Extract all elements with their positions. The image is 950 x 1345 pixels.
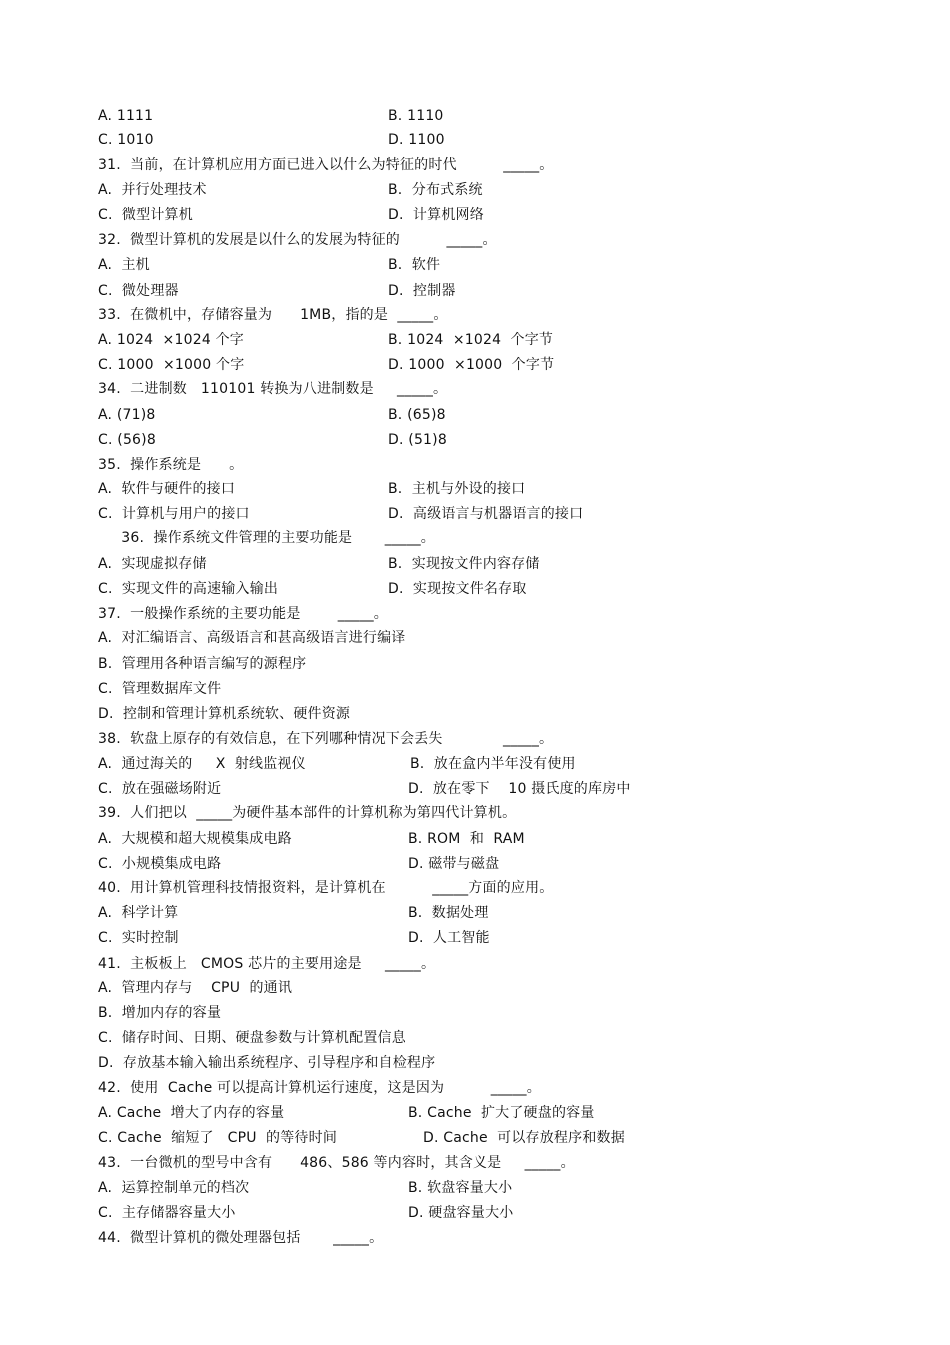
- text-line: D. 控制和管理计算机系统软、硬件资源: [98, 706, 351, 722]
- option-right: D. (51)8: [388, 432, 447, 448]
- text-line: 38. 软盘上原存的有效信息，在下列哪种情况下会丢失 _____。: [98, 731, 554, 747]
- option-right: B. (65)8: [388, 407, 446, 423]
- option-left: C. 放在强磁场附近: [98, 781, 222, 797]
- option-right: D. 控制器: [388, 283, 456, 299]
- text-line: 39. 人们把以 _____为硬件基本部件的计算机称为第四代计算机。: [98, 805, 517, 821]
- text-line: 35. 操作系统是 。: [98, 457, 244, 473]
- option-right: B. 分布式系统: [388, 182, 483, 198]
- option-left: C. 微处理器: [98, 283, 179, 299]
- text-line: 40. 用计算机管理科技情报资料，是计算机在 _____方面的应用。: [98, 880, 554, 896]
- option-left: A. 通过海关的 X 射线监视仪: [98, 756, 306, 772]
- option-right: B. 实现按文件内容存储: [388, 556, 540, 572]
- option-right: D. 放在零下 10 摄氏度的库房中: [408, 781, 631, 797]
- option-right: D. 1000 ×1000 个字节: [388, 357, 555, 373]
- option-left: C. 1000 ×1000 个字: [98, 357, 245, 373]
- option-right: D. 实现按文件名存取: [388, 581, 527, 597]
- option-left: C. 实现文件的高速输入输出: [98, 581, 279, 597]
- text-line: A. 对汇编语言、高级语言和甚高级语言进行编译: [98, 630, 406, 646]
- option-left: C. Cache 缩短了 CPU 的等待时间: [98, 1130, 338, 1146]
- text-line: D. 存放基本输入输出系统程序、引导程序和自检程序: [98, 1055, 436, 1071]
- text-line: 31. 当前，在计算机应用方面已进入以什么为特征的时代 _____。: [98, 157, 554, 173]
- text-line: 36. 操作系统文件管理的主要功能是 _____。: [98, 530, 435, 546]
- text-line: 37. 一般操作系统的主要功能是 _____。: [98, 606, 388, 622]
- option-right: D. 硬盘容量大小: [408, 1205, 514, 1221]
- option-left: C. 计算机与用户的接口: [98, 506, 250, 522]
- option-right: D. Cache 可以存放程序和数据: [423, 1130, 625, 1146]
- text-line: C. 管理数据库文件: [98, 681, 222, 697]
- option-left: C. 小规模集成电路: [98, 856, 222, 872]
- option-left: C. 微型计算机: [98, 207, 193, 223]
- option-right: B. 1110: [388, 108, 444, 124]
- option-right: B. 软盘容量大小: [408, 1180, 513, 1196]
- option-left: A. 主机: [98, 257, 150, 273]
- option-left: A. 大规模和超大规模集成电路: [98, 831, 292, 847]
- option-left: A. 实现虚拟存储: [98, 556, 207, 572]
- text-line: A. 管理内存与 CPU 的通讯: [98, 980, 293, 996]
- text-line: 32. 微型计算机的发展是以什么的发展为特征的 _____。: [98, 232, 497, 248]
- option-right: B. ROM 和 RAM: [408, 831, 525, 847]
- option-right: D. 高级语言与机器语言的接口: [388, 506, 584, 522]
- text-line: 41. 主板板上 CMOS 芯片的主要用途是 _____。: [98, 956, 436, 972]
- option-right: D. 磁带与磁盘: [408, 856, 500, 872]
- text-line: B. 增加内存的容量: [98, 1005, 222, 1021]
- option-right: B. 数据处理: [408, 905, 489, 921]
- option-left: C. 主存储器容量大小: [98, 1205, 236, 1221]
- text-line: 44. 微型计算机的微处理器包括 _____。: [98, 1230, 384, 1246]
- option-right: D. 人工智能: [408, 930, 490, 946]
- option-left: A. 1111: [98, 108, 154, 124]
- option-right: B. 放在盒内半年没有使用: [410, 756, 576, 772]
- option-left: A. 科学计算: [98, 905, 179, 921]
- option-left: A. 1024 ×1024 个字: [98, 332, 244, 348]
- option-right: B. 软件: [388, 257, 441, 273]
- option-left: A. 并行处理技术: [98, 182, 207, 198]
- text-line: 34. 二进制数 110101 转换为八进制数是 _____。: [98, 381, 448, 397]
- text-line: 42. 使用 Cache 可以提高计算机运行速度，这是因为 _____。: [98, 1080, 541, 1096]
- text-line: B. 管理用各种语言编写的源程序: [98, 656, 307, 672]
- option-left: A. 运算控制单元的档次: [98, 1180, 250, 1196]
- option-left: C. (56)8: [98, 432, 156, 448]
- text-line: C. 储存时间、日期、硬盘参数与计算机配置信息: [98, 1030, 406, 1046]
- option-right: B. Cache 扩大了硬盘的容量: [408, 1105, 595, 1121]
- option-left: A. Cache 增大了内存的容量: [98, 1105, 285, 1121]
- option-left: A. (71)8: [98, 407, 156, 423]
- option-right: B. 1024 ×1024 个字节: [388, 332, 554, 348]
- option-right: B. 主机与外设的接口: [388, 481, 526, 497]
- option-left: A. 软件与硬件的接口: [98, 481, 236, 497]
- text-line: 43. 一台微机的型号中含有 486、586 等内容时，其含义是 _____。: [98, 1155, 575, 1171]
- option-right: D. 计算机网络: [388, 207, 484, 223]
- option-left: C. 1010: [98, 132, 154, 148]
- option-right: D. 1100: [388, 132, 445, 148]
- option-left: C. 实时控制: [98, 930, 179, 946]
- text-line: 33. 在微机中，存储容量为 1MB，指的是 _____。: [98, 307, 448, 323]
